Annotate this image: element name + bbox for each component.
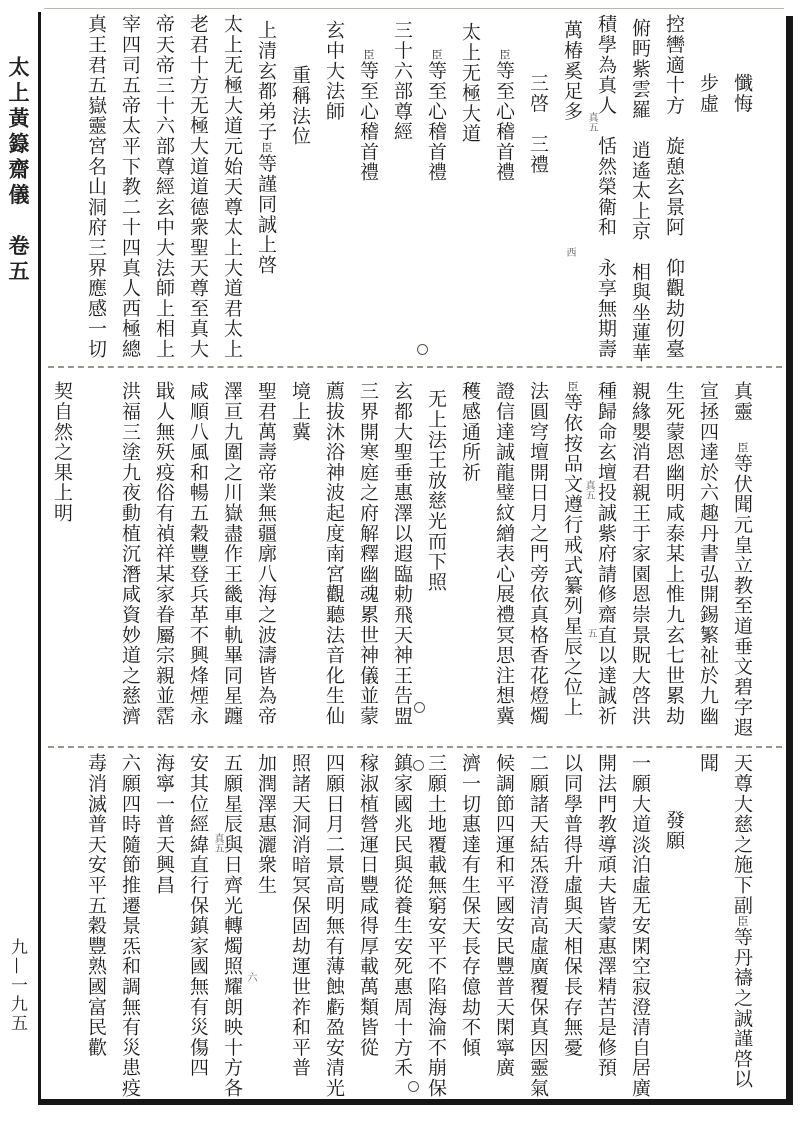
text-column	[45, 381, 79, 741]
text-run: 四願日月二景高明無有薄蝕虧盈安清光	[323, 753, 345, 1099]
text-column	[113, 381, 147, 741]
text-run: 聞	[697, 753, 719, 774]
collation-annotation: 五	[585, 628, 596, 638]
char-gap	[663, 237, 685, 257]
text-column	[725, 381, 759, 741]
text-column	[215, 14, 249, 366]
text-run: 老君十方无極大道道德衆聖天尊至真大	[187, 14, 209, 360]
text-column	[113, 753, 147, 1103]
text-column	[725, 14, 759, 425]
text-run: 一願大道淡泊虛无安閑空寂澄清自居廣	[629, 753, 651, 1099]
text-run: 等至心稽首禮	[425, 60, 447, 183]
section-divider-circle	[413, 760, 424, 771]
text-run: 境上冀	[289, 381, 311, 442]
margin-book-title: 太上黃籙齋儀 卷五	[6, 56, 31, 286]
char-gap	[595, 237, 617, 257]
text-run: 恬然榮衛和	[595, 135, 617, 238]
text-run: 三啓	[527, 73, 549, 114]
text-column	[249, 381, 283, 741]
text-run: 萬椿奚足多	[561, 20, 583, 122]
text-column	[79, 14, 113, 366]
text-run: 毒消滅普天安平五穀豐熟國富民歡	[85, 753, 107, 1058]
text-run: 穫感通所祈	[459, 381, 481, 483]
text-column	[147, 753, 181, 1103]
text-column	[589, 753, 623, 1103]
text-column	[691, 381, 725, 741]
text-column	[419, 753, 453, 1103]
page-border-right	[786, 16, 793, 1104]
text-run: 開法門教導頑夫皆蒙惠澤精苦是修預	[595, 753, 617, 1078]
char-gap	[527, 114, 549, 134]
text-column	[317, 381, 351, 741]
collation-annotation: 六	[245, 972, 256, 982]
text-run: 種歸命玄壇投誠紫府請修齋直以達誠祈	[595, 381, 617, 727]
text-column	[487, 753, 521, 1103]
text-run: 洪福三塗九夜動植沉潛咸資妙道之慈濟	[119, 381, 141, 727]
text-run: 濟一切惠達有生保天長存億劫不傾	[459, 753, 481, 1058]
page-border-top	[44, 8, 784, 9]
text-run: 澤亘九圍之川嶽盡作王畿車軌畢同星躔	[221, 381, 243, 727]
text-run: 海寧一普天興昌	[153, 753, 175, 896]
text-column	[419, 14, 453, 401]
text-run: 五願星辰與日齊光轉燭照耀朗映十方各	[221, 753, 243, 1099]
section-divider-circle	[408, 1081, 419, 1092]
text-run: 真靈	[731, 381, 753, 422]
text-column	[147, 381, 181, 741]
text-column	[317, 14, 351, 372]
small-honorific-char: 臣	[566, 381, 579, 393]
text-column	[623, 381, 657, 741]
text-run: 二願諸天結炁澄清高虛廣覆保真因靈氣	[527, 753, 549, 1099]
text-run: 以同學普得升虛與天相保長存無憂	[561, 753, 583, 1058]
text-column	[215, 381, 249, 741]
text-column	[453, 381, 487, 741]
small-honorific-char: 臣	[260, 141, 273, 154]
text-run: 俯眄紫雲羅	[629, 18, 651, 120]
char-gap	[663, 116, 685, 136]
small-honorific-char: 臣	[430, 49, 443, 61]
section-divider-circle	[417, 344, 428, 355]
text-column	[657, 381, 691, 741]
text-run: 懺悔	[731, 73, 753, 114]
text-column	[317, 753, 351, 1103]
page-border-left	[38, 12, 41, 1104]
text-column	[623, 753, 657, 1103]
text-run: 无上法王放慈光而下照	[425, 389, 447, 592]
text-run: 玄都大聖垂惠澤以遐臨勅飛天神王告盟	[391, 381, 413, 727]
text-column	[283, 14, 317, 417]
text-column	[181, 381, 215, 741]
text-column	[555, 753, 589, 1103]
text-run: 親緣嬰消君親王于家園恩崇景貺大啓洪	[629, 381, 651, 727]
text-column	[521, 14, 555, 425]
collation-annotation: 真五	[212, 833, 223, 853]
text-run: 三界開寒庭之府解釋幽魂累世神儀並蒙	[357, 381, 379, 727]
text-column	[589, 381, 623, 741]
text-run: 上清玄都弟子	[255, 20, 277, 142]
text-column	[181, 14, 215, 366]
text-column	[453, 14, 487, 374]
text-run: 積學為真人	[595, 14, 617, 116]
text-column	[181, 753, 215, 1103]
text-column	[623, 14, 657, 370]
text-column	[385, 14, 419, 372]
text-column	[147, 14, 181, 366]
text-run: 等至心稽首禮	[357, 60, 379, 183]
text-column	[691, 753, 725, 1103]
text-run: 等謹同誠上啓	[255, 153, 277, 276]
text-column	[555, 14, 589, 372]
text-run: 等至心稽首禮	[493, 60, 515, 183]
text-run: 天尊大慈之施下副	[731, 753, 753, 916]
text-column	[691, 14, 725, 425]
text-run: 三願土地覆載無窮安平不陷海淪不崩保	[425, 753, 447, 1099]
text-column	[283, 753, 317, 1103]
small-honorific-char: 臣	[736, 915, 749, 927]
text-run: 相與坐蓮華	[629, 261, 651, 364]
collation-annotation: 真五	[583, 480, 594, 500]
text-column	[657, 14, 691, 366]
char-gap	[731, 422, 753, 442]
text-run: 重稱法位	[289, 65, 311, 147]
text-column	[385, 381, 419, 741]
text-run: 等伏聞元皇立教至道垂文碧字遐	[731, 453, 753, 738]
text-run: 照諸天洞消暗冥保固劫運世祚和平普	[289, 753, 311, 1078]
text-run: 六願四時隨節推遷景炁和調無有災患疫	[119, 753, 141, 1099]
text-run: 真王君五嶽靈宮名山洞府三界應感一切	[85, 14, 107, 360]
text-run: 安其位經緯直行保鎮家國無有災傷四	[187, 753, 209, 1078]
text-column	[657, 753, 691, 1123]
text-run: 帝天帝三十六部尊經玄中大法師上相上	[153, 14, 175, 360]
text-column	[725, 753, 759, 1103]
text-run: 等依按品文遵行戒式纂列星辰之位上	[561, 392, 583, 718]
text-run: 聖君萬壽帝業無疆廓八海之波濤皆為帝	[255, 381, 277, 727]
text-column	[555, 381, 589, 741]
collation-annotation: 西	[564, 247, 575, 257]
text-run: 證信達誠龍璧紋繒表心展禮冥思注想冀	[493, 381, 515, 727]
margin-page-number: 九—一九五	[7, 938, 27, 1033]
section-divider-circle	[414, 702, 425, 713]
text-run: 薦拔沐浴神波起度南宮觀聽法音化生仙	[323, 381, 345, 727]
text-column	[79, 753, 113, 1103]
text-run: 等丹禱之誠謹啓以	[731, 926, 753, 1090]
text-run: 咸順八風和暢五穀豐登兵革不興烽煙永	[187, 381, 209, 727]
text-run: 生死蒙恩幽明咸泰某上惟九玄七世累劫	[663, 381, 685, 727]
text-run: 戢人無殀疫俗有禎祥某家眷屬宗親並霑	[153, 381, 175, 727]
text-run: 法圓穹壇開日月之門旁依真格香花燈燭	[527, 381, 549, 727]
text-column	[351, 753, 385, 1103]
text-run: 永享無期壽	[595, 257, 617, 360]
text-column	[521, 381, 555, 741]
char-gap	[629, 120, 651, 140]
text-run: 稼淑植營運日豐咸得厚載萬類皆從	[357, 753, 379, 1058]
text-run: 契自然之果上明	[51, 381, 73, 524]
text-run: 鎮家國兆民與從養生安死惠周十方禾	[391, 753, 413, 1078]
text-column	[283, 381, 317, 741]
small-honorific-char: 臣	[498, 49, 511, 61]
text-column	[249, 14, 283, 372]
text-column	[521, 753, 555, 1103]
text-column	[419, 381, 453, 749]
text-column	[487, 14, 521, 401]
text-run: 仰觀劫仞臺	[663, 257, 685, 360]
text-run: 控轡適十方	[663, 14, 685, 116]
text-run: 太上无極大道	[459, 22, 481, 144]
text-run: 步虛	[697, 73, 719, 114]
text-run: 玄中大法師	[323, 20, 345, 122]
text-column	[487, 381, 521, 741]
text-column	[453, 753, 487, 1103]
text-run: 宰四司五帝太平下教二十四真人西極總	[119, 14, 141, 360]
char-gap	[629, 241, 651, 261]
small-honorific-char: 臣	[736, 441, 749, 454]
small-honorific-char: 臣	[362, 49, 375, 61]
text-column	[215, 753, 249, 1103]
text-run: 太上无極大道元始天尊太上大道君太上	[221, 14, 243, 360]
text-run: 宣拯四達於六趣丹書弘開錫繁祉於九幽	[697, 381, 719, 727]
text-run: 旋憩玄景阿	[663, 135, 685, 238]
collation-annotation: 真五	[586, 112, 597, 132]
text-run: 三禮	[527, 133, 549, 175]
text-run: 候調節四運和平國安民豐普天閑寧廣	[493, 753, 515, 1078]
text-column	[79, 381, 113, 741]
text-column	[589, 14, 623, 366]
text-column	[351, 381, 385, 741]
text-run: 逍遙太上京	[629, 139, 651, 242]
text-column	[385, 753, 419, 1103]
text-run: 發願	[663, 810, 685, 851]
text-column	[351, 14, 385, 401]
text-run: 加潤澤惠灑衆生	[255, 753, 277, 896]
text-column	[249, 753, 283, 1103]
register-separator-2	[48, 746, 782, 748]
text-run: 三十六部尊經	[391, 20, 413, 142]
text-column	[113, 14, 147, 366]
